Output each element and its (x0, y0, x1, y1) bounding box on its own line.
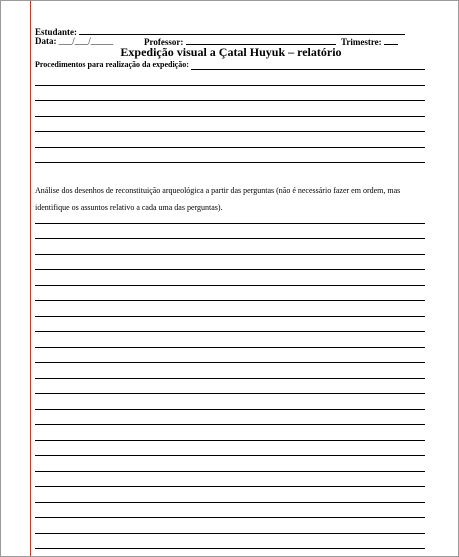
analysis-answer-line[interactable] (35, 223, 425, 224)
analysis-answer-line[interactable] (35, 533, 425, 534)
procedures-row (35, 60, 425, 70)
analysis-answer-line[interactable] (35, 502, 425, 503)
analysis-answer-line[interactable] (35, 471, 425, 472)
teacher-name-field[interactable] (186, 36, 336, 45)
analysis-answer-line[interactable] (35, 269, 425, 270)
procedures-answer-line[interactable] (35, 116, 425, 117)
analysis-answer-line[interactable] (35, 455, 425, 456)
procedures-answer-line[interactable] (35, 131, 425, 132)
analysis-answer-line[interactable] (35, 347, 425, 348)
trimester-label: Trimestre: (341, 37, 382, 47)
red-margin-line (30, 1, 31, 556)
procedures-answer-line[interactable] (35, 147, 425, 148)
procedures-first-line[interactable] (191, 60, 425, 70)
analysis-answer-line[interactable] (35, 331, 425, 332)
analysis-answer-line[interactable] (35, 440, 425, 441)
analysis-answer-line[interactable] (35, 409, 425, 410)
date-label: Data: (35, 36, 57, 46)
analysis-answer-line[interactable] (35, 316, 425, 317)
trimester-field[interactable] (384, 36, 398, 45)
procedures-answer-line[interactable] (35, 100, 425, 101)
teacher-label: Professor: (144, 37, 184, 47)
analysis-answer-line[interactable] (35, 424, 425, 425)
analysis-answer-line[interactable] (35, 393, 425, 394)
analysis-answer-line[interactable] (35, 238, 425, 239)
analysis-answer-line[interactable] (35, 300, 425, 301)
analysis-answer-line[interactable] (35, 378, 425, 379)
analysis-answer-line[interactable] (35, 285, 425, 286)
procedures-answer-line[interactable] (35, 162, 425, 163)
analysis-answer-line[interactable] (35, 254, 425, 255)
procedures-answer-line[interactable] (35, 85, 425, 86)
analysis-answer-line[interactable] (35, 517, 425, 518)
procedures-label: Procedimentos para realização da expedição: (35, 60, 189, 69)
page-title: Expedição visual a Çatal Huyuk – relatório (120, 45, 342, 59)
analysis-answer-line[interactable] (35, 548, 425, 549)
student-name-field[interactable] (79, 26, 405, 35)
analysis-answer-line[interactable] (35, 486, 425, 487)
date-field[interactable]: ___/___/_____ (58, 36, 114, 46)
analysis-answer-line[interactable] (35, 362, 425, 363)
analysis-instruction: Análise dos desenhos de reconstituição arqueológica a partir das perguntas (não é necessário fazer em ordem, mas identifique os assuntos relativo a cada uma das perguntas). (35, 186, 401, 212)
student-label: Estudante: (35, 27, 78, 37)
